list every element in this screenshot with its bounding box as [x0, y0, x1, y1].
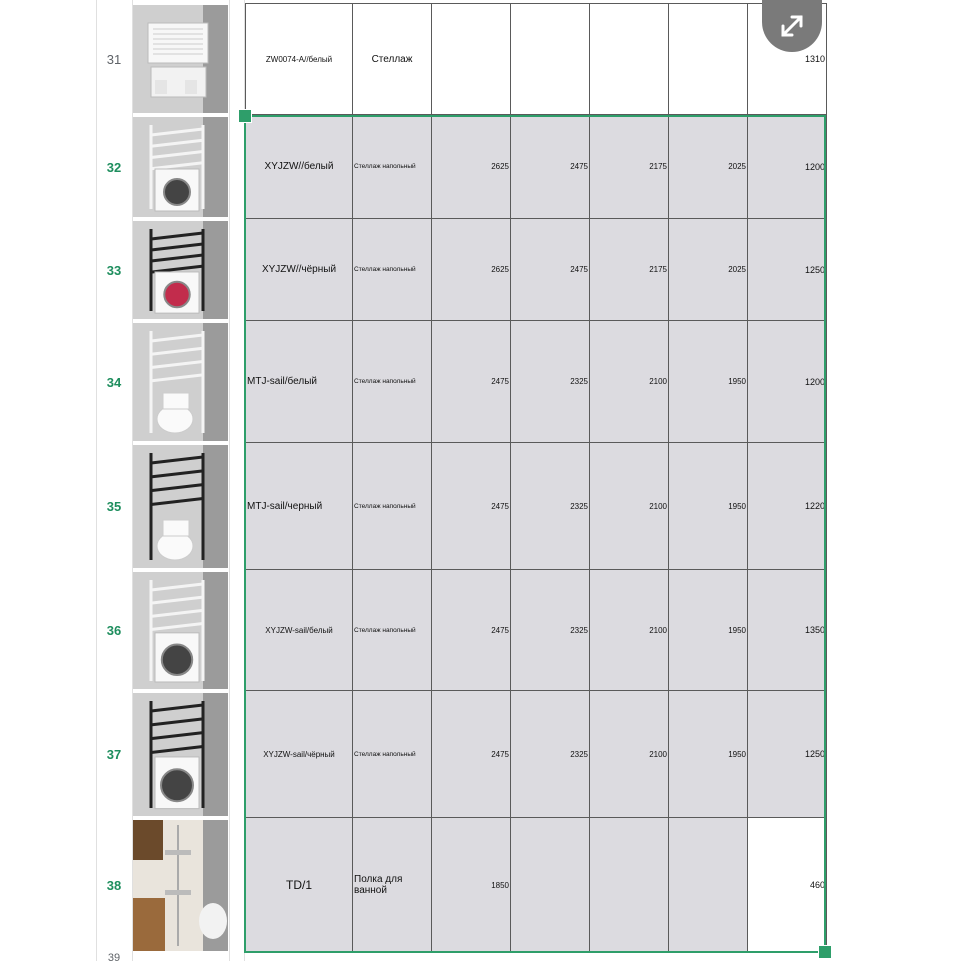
cell-p1[interactable]: 2475: [432, 321, 511, 443]
cell-name[interactable]: Стеллаж напольный: [353, 570, 432, 691]
cell-code[interactable]: XYJZW//чёрный: [245, 219, 353, 321]
cell-p3[interactable]: [590, 818, 669, 953]
cell-p3[interactable]: 2100: [590, 570, 669, 691]
cell-name[interactable]: Стеллаж напольный: [353, 691, 432, 818]
cell-p1[interactable]: 2475: [432, 570, 511, 691]
cell-p3[interactable]: 2100: [590, 691, 669, 818]
cell-p5[interactable]: 1250: [748, 691, 827, 818]
cell-p1[interactable]: 2625: [432, 115, 511, 219]
cell-p1[interactable]: [432, 3, 511, 115]
cell-p3[interactable]: 2100: [590, 321, 669, 443]
cell-name[interactable]: Полка для ванной: [353, 818, 432, 953]
cell-code[interactable]: MTJ-sail/черный: [245, 443, 353, 570]
next-row-number: 39: [107, 952, 121, 964]
cell-p2[interactable]: 2325: [511, 691, 590, 818]
cell-p3[interactable]: [590, 3, 669, 115]
cell-p2[interactable]: [511, 3, 590, 115]
cell-code[interactable]: XYJZW-sail/белый: [245, 570, 353, 691]
product-image[interactable]: [133, 693, 228, 816]
cell-code[interactable]: XYJZW-sail/чёрный: [245, 691, 353, 818]
product-image[interactable]: [133, 117, 228, 217]
cell-p5[interactable]: 1220: [748, 443, 827, 570]
cell-p2[interactable]: 2325: [511, 570, 590, 691]
gridline: [229, 0, 230, 961]
cell-p4[interactable]: 1950: [669, 691, 748, 818]
cell-code[interactable]: TD/1: [245, 818, 353, 953]
row-number[interactable]: 34: [106, 374, 122, 390]
cell-code[interactable]: XYJZW//белый: [245, 115, 353, 219]
cell-p1[interactable]: 2475: [432, 443, 511, 570]
cell-p4[interactable]: 2025: [669, 219, 748, 321]
cell-name[interactable]: Стеллаж напольный: [353, 443, 432, 570]
cell-code[interactable]: ZW0074-A//белый: [245, 3, 353, 115]
cell-p5[interactable]: 1200: [748, 321, 827, 443]
cell-name[interactable]: Стеллаж напольный: [353, 219, 432, 321]
cell-p4[interactable]: 1950: [669, 570, 748, 691]
cell-name[interactable]: Стеллаж: [353, 3, 432, 115]
product-image[interactable]: [133, 5, 228, 113]
cell-p1[interactable]: 2475: [432, 691, 511, 818]
cell-p1[interactable]: 2625: [432, 219, 511, 321]
product-image[interactable]: [133, 820, 228, 951]
cell-code[interactable]: MTJ-sail/белый: [245, 321, 353, 443]
cell-p5[interactable]: 1200: [748, 115, 827, 219]
row-number[interactable]: 35: [106, 499, 122, 514]
product-image[interactable]: [133, 221, 228, 319]
cell-p2[interactable]: 2475: [511, 219, 590, 321]
cell-p4[interactable]: [669, 3, 748, 115]
cell-p2[interactable]: 2325: [511, 443, 590, 570]
cell-p2[interactable]: 2325: [511, 321, 590, 443]
cell-p2[interactable]: [511, 818, 590, 953]
product-image[interactable]: [133, 572, 228, 689]
cell-p4[interactable]: 1950: [669, 443, 748, 570]
row-number[interactable]: 31: [106, 51, 122, 67]
cell-p4[interactable]: 2025: [669, 115, 748, 219]
cell-name[interactable]: Стеллаж напольный: [353, 115, 432, 219]
row-number[interactable]: 36: [106, 623, 122, 638]
cell-p3[interactable]: 2175: [590, 219, 669, 321]
cell-p1[interactable]: 1850: [432, 818, 511, 953]
cell-p5[interactable]: 1250: [748, 219, 827, 321]
cell-p5[interactable]: 1350: [748, 570, 827, 691]
cell-p4[interactable]: 1950: [669, 321, 748, 443]
cell-p3[interactable]: 2175: [590, 115, 669, 219]
row-number[interactable]: 32: [106, 159, 122, 175]
product-image[interactable]: [133, 445, 228, 568]
row-number[interactable]: 38: [106, 878, 122, 893]
product-image[interactable]: [133, 323, 228, 441]
cell-p4[interactable]: [669, 818, 748, 953]
cell-p2[interactable]: 2475: [511, 115, 590, 219]
row-number[interactable]: 33: [106, 262, 122, 278]
row-number[interactable]: 37: [106, 747, 122, 762]
expand-icon: [775, 9, 809, 43]
cell-name[interactable]: Стеллаж напольный: [353, 321, 432, 443]
cell-p5[interactable]: 1310: [748, 3, 827, 115]
cell-p5[interactable]: 460: [748, 818, 827, 953]
cell-p3[interactable]: 2100: [590, 443, 669, 570]
